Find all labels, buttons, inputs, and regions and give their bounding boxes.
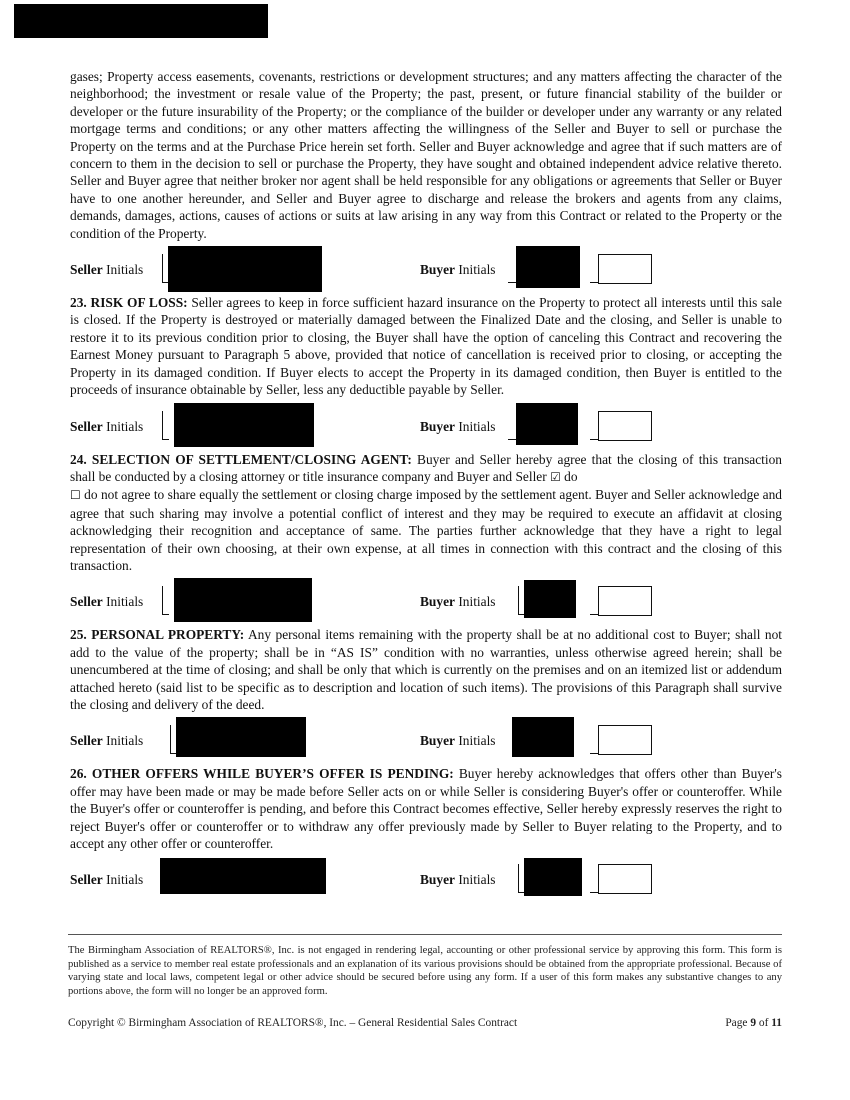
buyer-initials-redaction <box>524 858 582 896</box>
seller-initials-label: Seller Initials <box>70 418 144 434</box>
footer-divider <box>68 934 782 935</box>
initials-row-26 <box>70 862 782 898</box>
paragraph-25-body: Any personal items remaining with the property shall be at no additional cost to Buyer; shall not add to the value of the property; shall be in “AS IS” condition with no warranties, unless otherwise agreed herein; shall be unencumbered at the time of closing; and shall be only that which is currently on the premises and on an itemized list or addendum attached hereto (said list to be specific as to description and location of such items). The provisions of this Paragraph shall survive the closing and delivery of the deed. <box>70 627 782 712</box>
initials-row-23 <box>70 409 782 445</box>
footer-disclaimer: The Birmingham Association of REALTORS®, Inc. is not engaged in rendering legal, accounting or other professional service by approving this form. This form is published as a service to member real estate professionals and an explanation of its various provisions should be obtained from the appropriate professional. Because of varying state and local laws, competent legal or other advice should be secured before using any form. If a user of this form makes any substantive changes to any portions above, the form will no longer be an approved form. <box>68 945 782 997</box>
paragraph-26 <box>70 765 782 852</box>
buyer-initials-label: Buyer Initials <box>420 262 496 278</box>
paragraph-26-title: 26. OTHER OFFERS WHILE BUYER’S OFFER IS PENDING: <box>70 766 454 782</box>
paragraph-23-body: Seller agrees to keep in force sufficient hazard insurance on the Property to protect all interests until this sale is closed. If the Property is destroyed or materially damaged between the Finalized Date and the closing, and Seller is unable to restore it to its previous condition prior to closing, the Buyer shall have the option of canceling this Contract and recovering the Earnest Money pursuant to Paragraph 5 above, provided that notice of cancellation is received prior to closing, or accepting the Property in its damaged condition. If Buyer elects to accept the Property in its damaged condition, then Buyer is entitled to the proceeds of insurance obtainable by Seller, less any deductible payable by Seller. <box>70 295 782 398</box>
buyer2-initials-box[interactable] <box>598 254 652 284</box>
buyer2-initials-underline <box>590 282 598 283</box>
page-number: Page 9 of 11 <box>725 1017 782 1029</box>
seller-initials-redaction <box>176 717 306 757</box>
seller-initials-field[interactable] <box>162 411 169 440</box>
buyer-initials-underline <box>508 282 516 283</box>
buyer-initials-redaction <box>512 717 574 757</box>
seller-initials-label: Seller Initials <box>70 733 144 749</box>
initials-row-24 <box>70 584 782 620</box>
seller-initials-label: Seller Initials <box>70 594 144 610</box>
seller-initials-redaction <box>174 403 314 447</box>
buyer2-initials-box[interactable] <box>598 411 652 441</box>
buyer-initials-label: Buyer Initials <box>420 418 496 434</box>
initials-row-25 <box>70 723 782 759</box>
buyer2-initials-underline <box>590 439 598 440</box>
seller-initials-label: Seller Initials <box>70 262 144 278</box>
header-redaction <box>14 4 268 38</box>
footer-copyright: Copyright © Birmingham Association of REALTORS®, Inc. – General Residential Sales Contract <box>68 1017 518 1029</box>
paragraph-23-title: 23. RISK OF LOSS: <box>70 295 188 311</box>
paragraph-23 <box>70 294 782 398</box>
buyer-initials-label: Buyer Initials <box>420 872 496 888</box>
buyer-initials-label: Buyer Initials <box>420 594 496 610</box>
buyer2-initials-underline <box>590 753 598 754</box>
paragraph-25 <box>70 626 782 713</box>
paragraph-22-continued: gases; Property access easements, covenants, restrictions or development structures; and any matters affecting the character of the neighborhood; the investment or resale value of the Property; the past, present, or future financial stability of the builder or developer or the future insurability of the Property; or the compliance of the builder or developer under any warranty or any related mortgage terms and conditions; or any other matters affecting the willingness of the Seller and Buyer to sell or purchase the Property on the terms and at the Purchase Price herein set forth. Seller and Buyer acknowledge and agree that if such matters are of concern to them in the decision to sell or purchase the Property, they have sought and obtained independent advice relative thereto. Seller and Buyer agree that neither broker nor agent shall be held responsible for any obligations or agreements that Seller or Buyer have to one another hereunder, and Seller and Buyer agree to discharge and release the brokers and agents from any claims, demands, damages, actions, causes of actions or suits at law arising in any way from this Contract or related to the Property or the condition of the Property. <box>70 69 782 241</box>
contract-page <box>70 68 782 904</box>
seller-initials-label: Seller Initials <box>70 872 144 888</box>
buyer-initials-redaction <box>516 246 580 288</box>
paragraph-24-title: 24. SELECTION OF SETTLEMENT/CLOSING AGENT: <box>70 451 412 467</box>
seller-initials-redaction <box>168 246 322 292</box>
buyer2-initials-underline <box>590 614 598 615</box>
buyer2-initials-box[interactable] <box>598 725 652 755</box>
agree-checkbox-unchecked[interactable]: ☐ <box>70 488 81 503</box>
seller-initials-redaction <box>174 578 312 622</box>
paragraph-25-title: 25. PERSONAL PROPERTY: <box>70 627 245 643</box>
buyer2-initials-underline <box>590 892 598 893</box>
paragraph-24: 24. SELECTION OF SETTLEMENT/CLOSING AGENT: Buyer and Seller hereby agree that the closing of this transaction shall be conducted by a closing attorney or title insurance company and Buyer and Seller ☑ do ☐ do not agree to share equally the settlement or closing charge imposed by the settlement agent. Buyer and Seller acknowledge and agree that such sharing may involve a potential conflict of interest and they may be required to execute an affidavit at closing acknowledging their recognition and acceptance of same. The parties further acknowledge that they have a right to legal representation of their own choosing, at their own expense, at all times in connection with this contract and the closing of this transaction. <box>70 451 782 573</box>
buyer2-initials-box[interactable] <box>598 586 652 616</box>
buyer2-initials-box[interactable] <box>598 864 652 894</box>
buyer-initials-underline <box>508 439 516 440</box>
initials-row-22 <box>70 252 782 288</box>
buyer-initials-redaction <box>524 580 576 618</box>
buyer-initials-label: Buyer Initials <box>420 733 496 749</box>
seller-initials-field[interactable] <box>162 586 169 615</box>
buyer-initials-redaction <box>516 403 578 445</box>
agree-checkbox-checked[interactable]: ☑ <box>550 469 561 484</box>
seller-initials-redaction <box>160 858 326 894</box>
paragraph-26-body: Buyer hereby acknowledges that offers other than Buyer's offer may have been made or may be made before Seller acts on or while Seller is considering Buyer's offer or counteroffer. While the Buyer's offer or counteroffer is pending, and before this Contract becomes effective, Seller hereby expressly reserves the right to reject Buyer's offer or counteroffer or to withdraw any offer previously made by Seller to Buyer relating to the Property, and to accept any other offer or counteroffer. <box>70 766 782 851</box>
